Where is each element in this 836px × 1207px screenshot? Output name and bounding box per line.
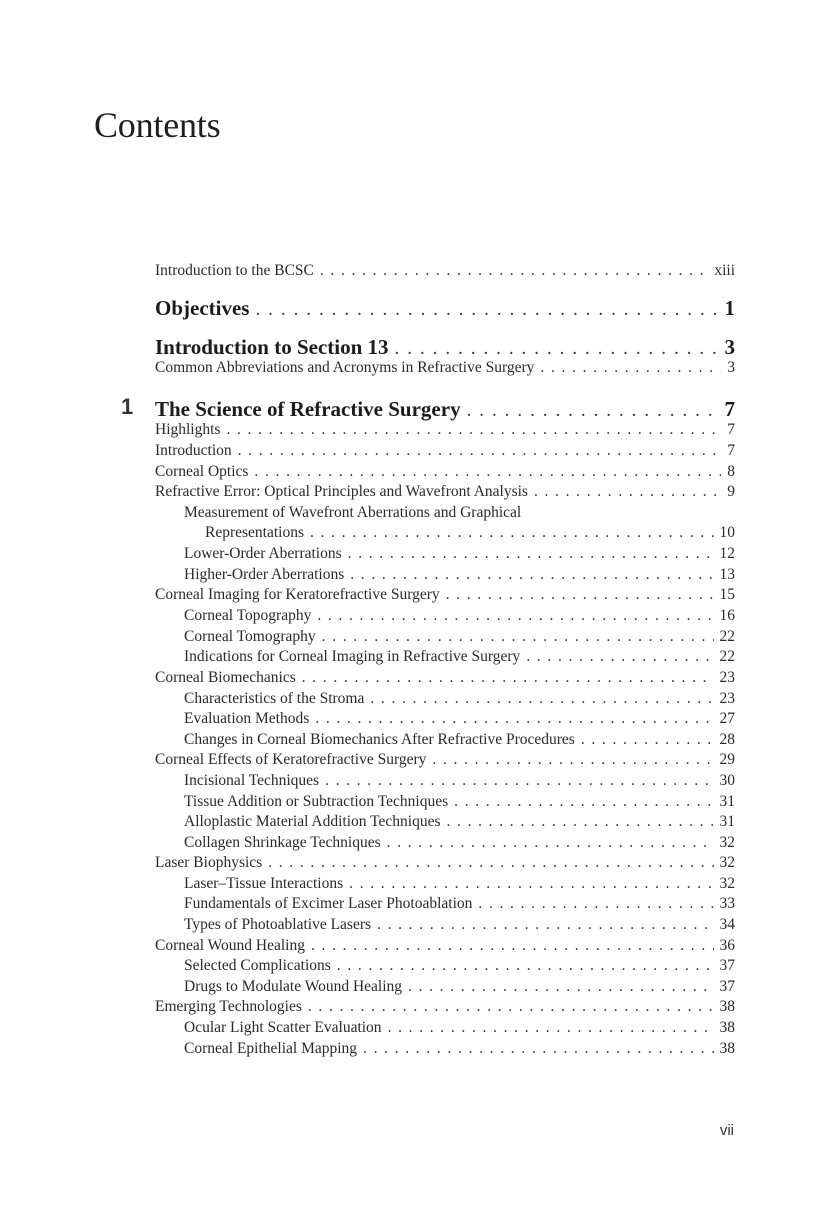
toc-entry[interactable]	[155, 358, 735, 378]
toc-entry[interactable]	[184, 627, 735, 647]
toc-entry-title: Laser–Tissue Interactions	[184, 875, 344, 892]
toc-entry-title: Changes in Corneal Biomechanics After Refractive Procedures	[184, 731, 575, 748]
toc-entry-page: 30	[719, 772, 735, 789]
dot-leader	[540, 358, 721, 378]
toc-entry-title: Refractive Error: Optical Principles and Wavefront Analysis	[155, 483, 528, 500]
toc-entry-page: 27	[719, 710, 735, 727]
toc-entry-page: 3	[727, 359, 735, 376]
toc-entry-title: Corneal Imaging for Keratorefractive Surgery	[155, 586, 440, 603]
dot-leader	[478, 894, 713, 914]
toc-entry[interactable]	[184, 833, 735, 853]
toc-entry-title: Indications for Corneal Imaging in Refractive Surgery	[184, 648, 521, 665]
dot-leader	[325, 771, 713, 791]
toc-entry[interactable]	[155, 482, 735, 502]
toc-entry-page: 37	[719, 957, 735, 974]
toc-entry-page: xiii	[714, 262, 735, 279]
dot-leader	[377, 915, 713, 935]
dot-leader	[349, 874, 713, 894]
toc-entry-page: 33	[719, 895, 735, 912]
dot-leader	[350, 565, 713, 585]
toc-entry-page: 32	[719, 875, 735, 892]
toc-entry-title: Selected Complications	[184, 957, 331, 974]
dot-leader	[446, 585, 714, 605]
dot-leader	[337, 956, 714, 976]
toc-entry-title: Laser Biophysics	[155, 854, 263, 871]
toc-entry[interactable]	[184, 956, 735, 976]
dot-leader	[454, 792, 713, 812]
toc-entry-title: Characteristics of the Stroma	[184, 690, 365, 707]
dot-leader	[308, 997, 714, 1017]
toc-entry-page: 34	[719, 916, 735, 933]
toc-entry[interactable]	[155, 462, 735, 482]
toc-entry[interactable]	[155, 585, 735, 605]
toc-entry-page: 22	[719, 648, 735, 665]
toc-entry[interactable]	[184, 1018, 735, 1038]
toc-entry[interactable]	[184, 792, 735, 812]
toc-entry-title: Corneal Epithelial Mapping	[184, 1040, 358, 1057]
dot-leader	[302, 668, 714, 688]
toc-entry[interactable]	[155, 420, 735, 440]
toc-entry-page: 31	[719, 813, 735, 830]
toc-entry-title: Evaluation Methods	[184, 710, 310, 727]
toc-entry-page: 23	[719, 669, 735, 686]
toc-entry-page: 31	[719, 793, 735, 810]
toc-entry[interactable]	[155, 997, 735, 1017]
dot-leader	[322, 627, 714, 647]
toc-entry-title-continued: Representations	[205, 524, 305, 541]
toc-entry-page: 13	[719, 566, 735, 583]
dot-leader	[238, 441, 722, 461]
toc-entry[interactable]	[184, 915, 735, 935]
toc-entry-page: 7	[727, 421, 735, 438]
dot-leader	[255, 297, 718, 323]
dot-leader	[226, 420, 721, 440]
toc-entry-page: 1	[724, 296, 735, 320]
toc-entry-page: 8	[727, 463, 735, 480]
toc-entry-title: Drugs to Modulate Wound Healing	[184, 978, 403, 995]
chapter-title: The Science of Refractive Surgery	[155, 397, 461, 421]
toc-entry[interactable]	[155, 668, 735, 688]
toc-entry-title: Types of Photoablative Lasers	[184, 916, 372, 933]
dot-leader	[534, 482, 721, 502]
toc-entry[interactable]	[155, 261, 735, 281]
toc-entry-title: Corneal Optics	[155, 463, 249, 480]
dot-leader	[526, 647, 713, 667]
toc-entry-title: Fundamentals of Excimer Laser Photoablation	[184, 895, 473, 912]
toc-entry-page: 23	[719, 690, 735, 707]
toc-entry[interactable]	[155, 441, 735, 461]
toc-entry-page: 38	[719, 998, 735, 1015]
toc-entry-page: 29	[719, 751, 735, 768]
dot-leader	[254, 462, 721, 482]
toc-entry-title: Emerging Technologies	[155, 998, 302, 1015]
toc-entry[interactable]	[184, 544, 735, 564]
toc-entry-title: Common Abbreviations and Acronyms in Refractive Surgery	[155, 359, 535, 376]
toc-entry[interactable]	[184, 730, 735, 750]
dot-leader	[432, 750, 713, 770]
toc-entry-title: Corneal Wound Healing	[155, 937, 305, 954]
dot-leader	[388, 1018, 714, 1038]
toc-entry-page: 16	[719, 607, 735, 624]
chapter-number: 1	[121, 394, 134, 419]
toc-entry[interactable]	[184, 689, 735, 709]
toc-entry-page: 12	[719, 545, 735, 562]
toc-entry-page: 28	[719, 731, 735, 748]
dot-leader	[311, 936, 714, 956]
dot-leader	[408, 977, 713, 997]
toc-entry-title: Corneal Topography	[184, 607, 312, 624]
toc-entry[interactable]	[184, 709, 735, 729]
toc-entry[interactable]	[184, 565, 735, 585]
toc-entry[interactable]	[155, 936, 735, 956]
toc-entry[interactable]	[184, 1039, 735, 1059]
toc-entry-page: 38	[719, 1040, 735, 1057]
toc-entry-title: Collagen Shrinkage Techniques	[184, 834, 381, 851]
dot-leader	[348, 544, 714, 564]
toc-entry[interactable]	[184, 771, 735, 791]
toc-entry-title: Measurement of Wavefront Aberrations and Graphical	[184, 504, 522, 521]
toc-entry-page: 32	[719, 834, 735, 851]
toc-entry-title: Introduction to the BCSC	[155, 262, 314, 279]
toc-entry-title: Introduction	[155, 442, 232, 459]
dot-leader	[268, 853, 713, 873]
toc-entry-title: Corneal Tomography	[184, 628, 316, 645]
toc-entry[interactable]	[184, 647, 735, 667]
toc-entry-title: Tissue Addition or Subtraction Techniques	[184, 793, 449, 810]
dot-leader	[363, 1039, 713, 1059]
toc-entry[interactable]	[184, 812, 735, 832]
page-number: vii	[719, 1122, 734, 1139]
toc-entry[interactable]	[155, 853, 735, 873]
toc-entry-title: Highlights	[155, 421, 221, 438]
dot-leader	[446, 812, 713, 832]
toc-entry-page: 15	[719, 586, 735, 603]
toc-entry-title: Incisional Techniques	[184, 772, 320, 789]
toc-entry-title: Corneal Effects of Keratorefractive Surgery	[155, 751, 427, 768]
toc-entry[interactable]	[184, 874, 735, 894]
dot-leader	[320, 261, 708, 281]
toc-entry-title: Introduction to Section 13	[155, 335, 389, 359]
toc-entry-page: 3	[724, 335, 735, 359]
toc-entry-title: Objectives	[155, 296, 250, 320]
toc-entry[interactable]	[155, 295, 735, 323]
chapter-page: 7	[724, 397, 735, 421]
toc-entry-title: Ocular Light Scatter Evaluation	[184, 1019, 382, 1036]
dot-leader	[581, 730, 714, 750]
toc-entry[interactable]	[155, 750, 735, 770]
toc-entry-page: 36	[719, 937, 735, 954]
toc-entry-page: 32	[719, 854, 735, 871]
toc-entry-title: Alloplastic Material Addition Techniques	[184, 813, 441, 830]
toc-entry-page: 7	[727, 442, 735, 459]
toc-entry[interactable]	[184, 606, 735, 626]
toc-entry-page: 9	[727, 483, 735, 500]
toc-entry-page: 37	[719, 978, 735, 995]
toc-entry-title: Higher-Order Aberrations	[184, 566, 345, 583]
toc-entry-title: Corneal Biomechanics	[155, 669, 296, 686]
dot-leader	[315, 709, 713, 729]
toc-entry-page: 10	[719, 524, 735, 541]
toc-entry[interactable]	[184, 503, 735, 543]
dot-leader	[317, 606, 713, 626]
toc-entry[interactable]	[184, 894, 735, 914]
toc-entry[interactable]	[184, 977, 735, 997]
toc-entry-title: Lower-Order Aberrations	[184, 545, 342, 562]
toc-entry-page: 38	[719, 1019, 735, 1036]
dot-leader	[310, 523, 713, 543]
toc-entry-page: 22	[719, 628, 735, 645]
page-title: Contents	[94, 105, 221, 145]
dot-leader	[370, 689, 713, 709]
dot-leader	[387, 833, 714, 853]
